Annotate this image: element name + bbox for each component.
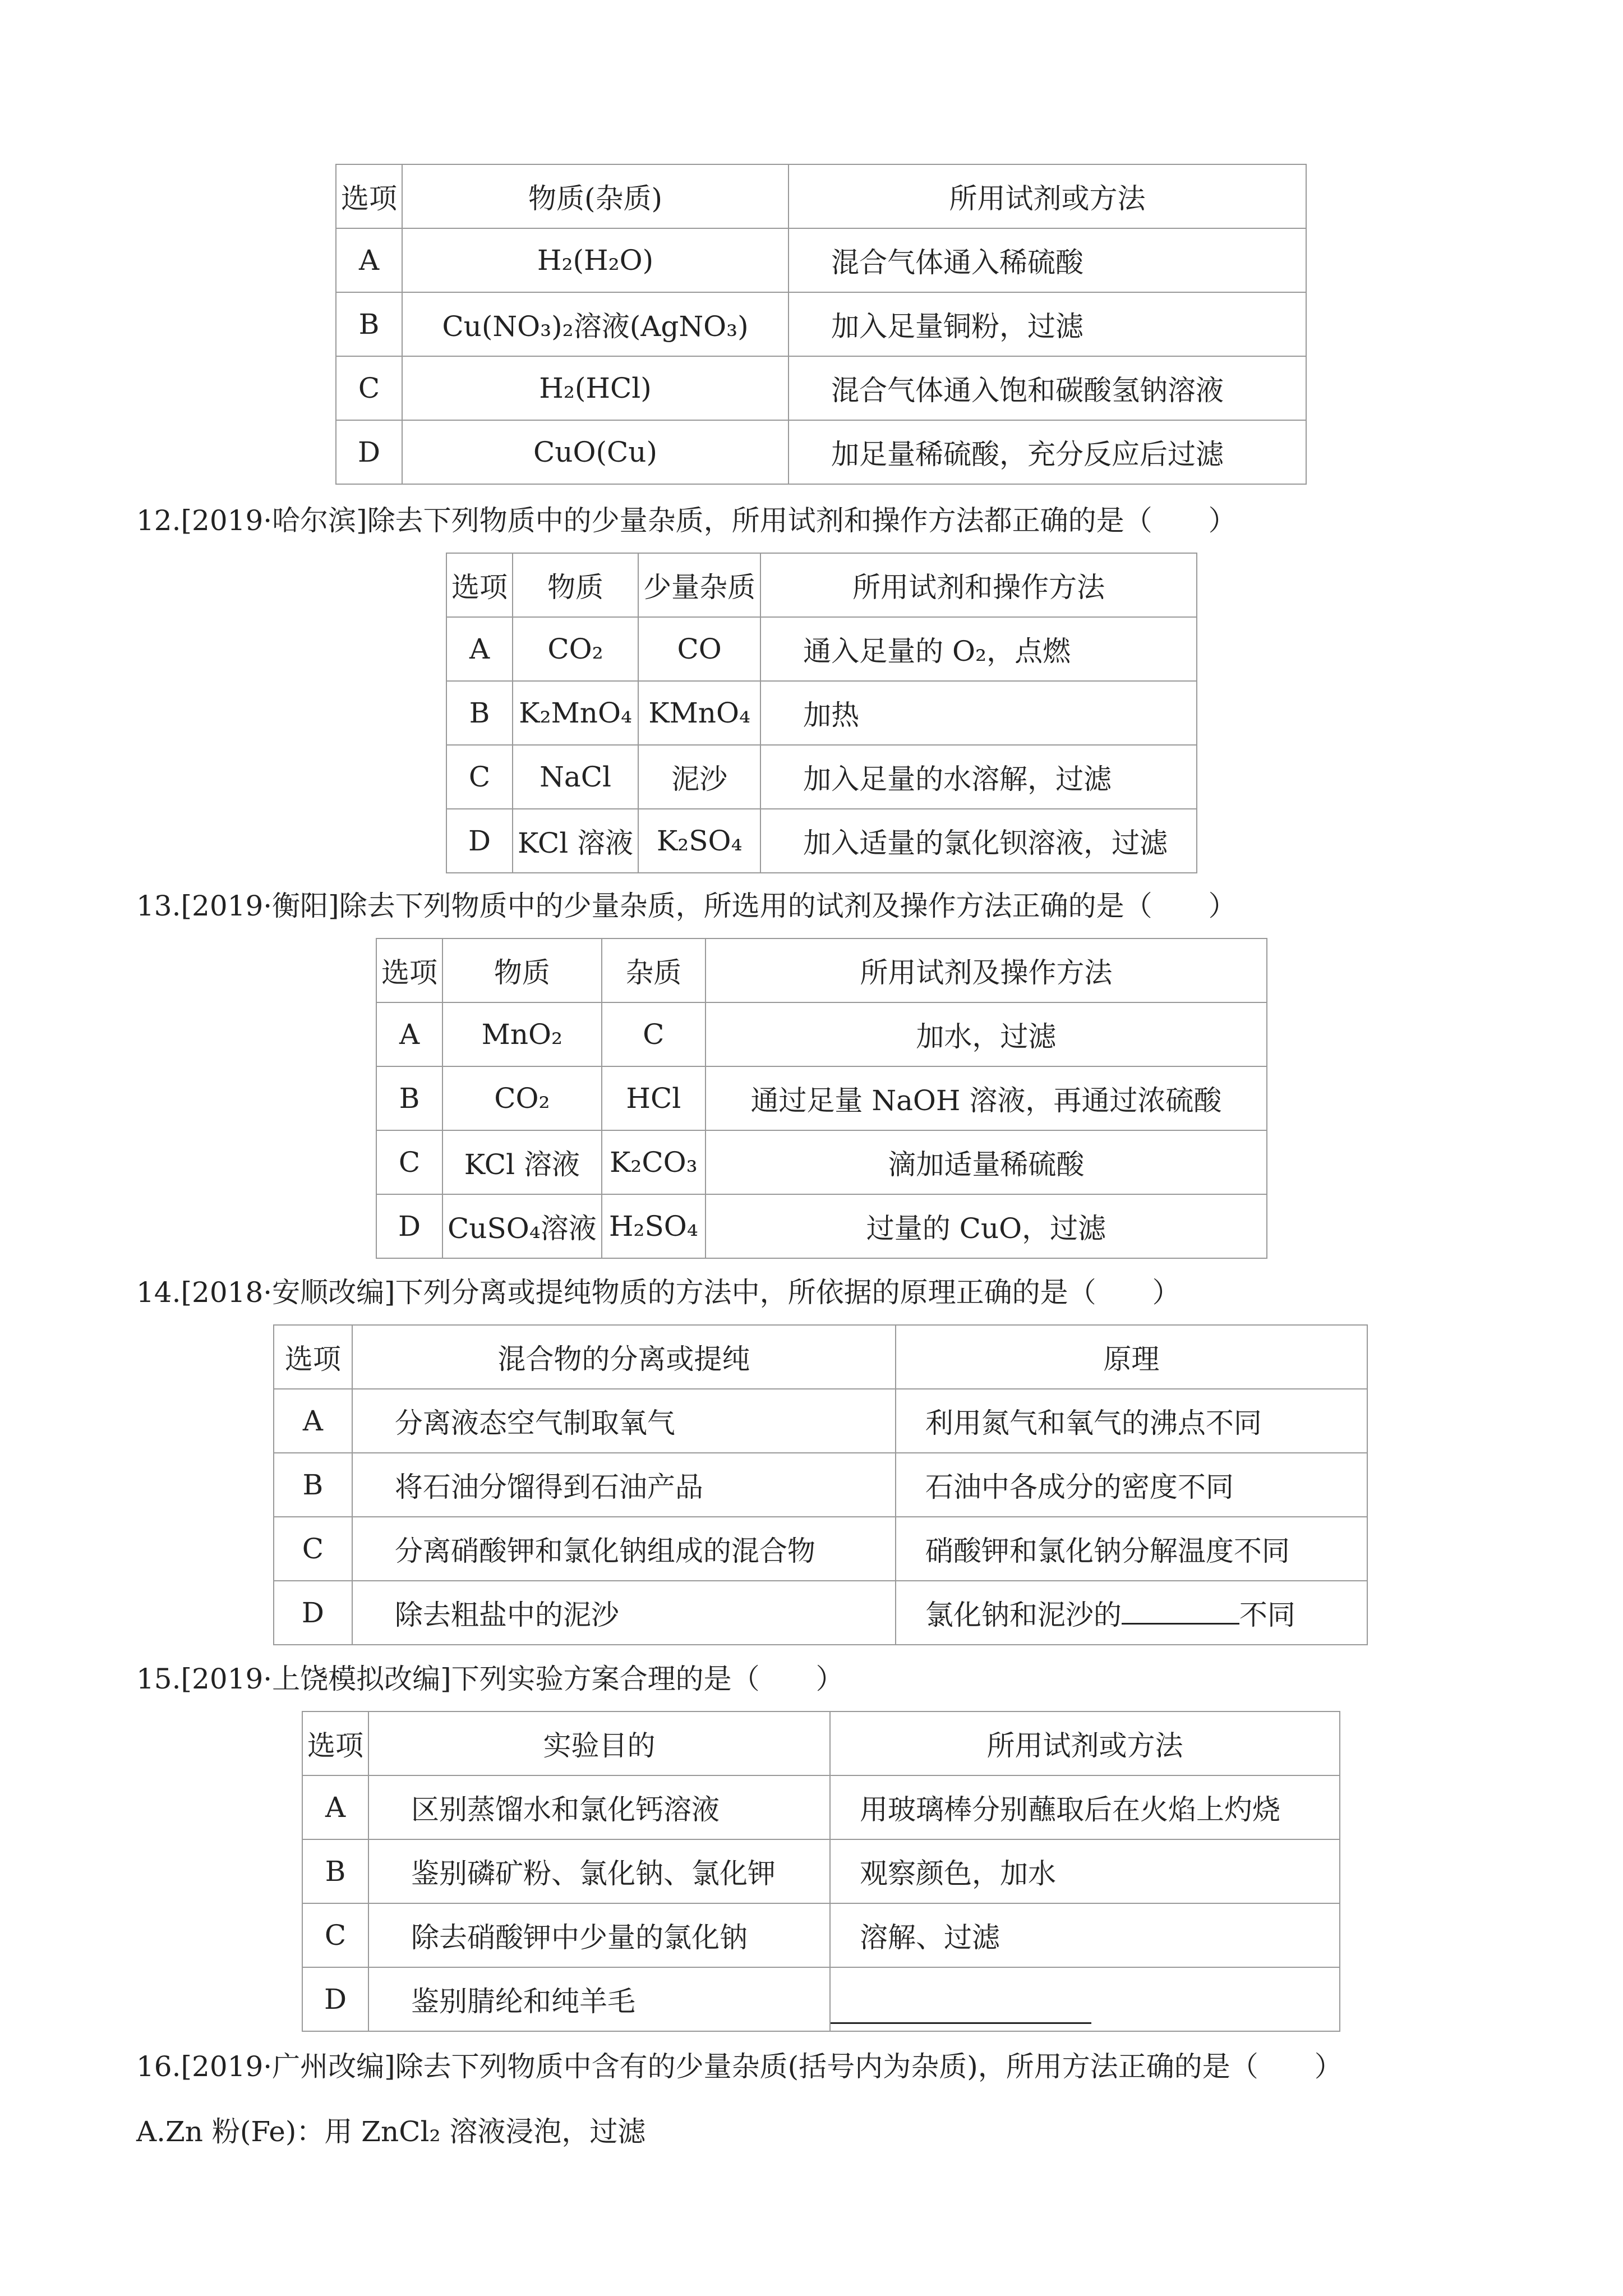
option-cell: B xyxy=(336,292,402,356)
option-cell: A xyxy=(376,1002,442,1066)
goal-cell: 鉴别腈纶和纯羊毛 xyxy=(368,1967,830,2031)
substance-cell: CuSO₄溶液 xyxy=(442,1194,602,1258)
method-cell: 通入足量的 O₂，点燃 xyxy=(760,617,1197,681)
method-cell: 加入适量的氯化钡溶液，过滤 xyxy=(760,809,1197,873)
q12-table xyxy=(446,553,1197,873)
option-cell: C xyxy=(376,1130,442,1194)
option-cell: B xyxy=(376,1066,442,1130)
table-row xyxy=(274,1517,1367,1581)
header-cell: 杂质 xyxy=(602,938,706,1002)
header-cell: 物质 xyxy=(513,553,638,617)
substance-cell: H₂(H₂O) xyxy=(402,228,789,292)
header-cell: 物质 xyxy=(442,938,602,1002)
q14-table xyxy=(273,1324,1368,1645)
header-cell: 混合物的分离或提纯 xyxy=(352,1325,896,1389)
table-row xyxy=(336,228,1306,292)
question-13 xyxy=(136,889,1237,923)
option-cell: C xyxy=(302,1903,368,1967)
header-cell: 选项 xyxy=(302,1711,368,1775)
answer-blank[interactable] xyxy=(1122,1600,1239,1625)
method-cell: 溶解、过滤 xyxy=(830,1903,1340,1967)
method-cell: 过量的 CuO，过滤 xyxy=(706,1194,1267,1258)
option-cell: A xyxy=(274,1389,352,1453)
mixture-cell: 分离硝酸钾和氯化钠组成的混合物 xyxy=(352,1517,896,1581)
substance-cell: CuO(Cu) xyxy=(402,420,789,484)
header-cell: 选项 xyxy=(336,164,402,228)
impurity-cell: HCl xyxy=(602,1066,706,1130)
question-number: 12. xyxy=(136,504,181,537)
table-row xyxy=(446,617,1197,681)
header-cell: 实验目的 xyxy=(368,1711,830,1775)
table-row xyxy=(274,1453,1367,1517)
option-cell: B xyxy=(274,1453,352,1517)
question-number: 14. xyxy=(136,1276,181,1309)
impurity-cell: 泥沙 xyxy=(638,745,760,809)
header-cell: 少量杂质 xyxy=(638,553,760,617)
option-cell: D xyxy=(376,1194,442,1258)
q11-table xyxy=(335,164,1307,485)
method-cell xyxy=(830,1967,1340,2031)
question-text: 下列分离或提纯物质的方法中，所依据的原理正确的是（ ） xyxy=(395,1276,1181,1309)
option-text: A.Zn 粉(Fe)：用 ZnCl₂ 溶液浸泡，过滤 xyxy=(136,2115,646,2148)
option-cell: B xyxy=(302,1839,368,1903)
question-source: [2019·衡阳] xyxy=(181,890,339,922)
principle-text: 氯化钠和泥沙的 xyxy=(925,1599,1122,1631)
question-text: 下列实验方案合理的是（ ） xyxy=(451,1663,844,1695)
question-number: 13. xyxy=(136,890,181,922)
table-row xyxy=(302,1903,1340,1967)
question-source: [2019·上饶模拟改编] xyxy=(181,1663,451,1695)
method-cell: 通过足量 NaOH 溶液，再通过浓硫酸 xyxy=(706,1066,1267,1130)
option-cell: D xyxy=(446,809,513,873)
table-row xyxy=(336,356,1306,420)
method-cell: 加热 xyxy=(760,681,1197,745)
goal-cell: 区别蒸馏水和氯化钙溶液 xyxy=(368,1775,830,1839)
table-row xyxy=(302,1839,1340,1903)
question-source: [2018·安顺改编] xyxy=(181,1276,395,1309)
substance-cell: MnO₂ xyxy=(442,1002,602,1066)
table-row xyxy=(376,1002,1267,1066)
substance-cell: H₂(HCl) xyxy=(402,356,789,420)
substance-cell: K₂MnO₄ xyxy=(513,681,638,745)
impurity-cell: KMnO₄ xyxy=(638,681,760,745)
table-header-row xyxy=(302,1711,1340,1775)
substance-cell: Cu(NO₃)₂溶液(AgNO₃) xyxy=(402,292,789,356)
option-cell: C xyxy=(336,356,402,420)
substance-cell: KCl 溶液 xyxy=(442,1130,602,1194)
question-15 xyxy=(136,1662,844,1696)
question-text: 除去下列物质中的少量杂质，所用试剂和操作方法都正确的是（ ） xyxy=(367,504,1237,537)
method-cell: 加入足量的水溶解，过滤 xyxy=(760,745,1197,809)
table-header-row xyxy=(376,938,1267,1002)
table-header-row xyxy=(446,553,1197,617)
header-cell: 物质(杂质) xyxy=(402,164,789,228)
table-row xyxy=(446,745,1197,809)
principle-cell: 石油中各成分的密度不同 xyxy=(896,1453,1367,1517)
impurity-cell: C xyxy=(602,1002,706,1066)
substance-cell: NaCl xyxy=(513,745,638,809)
impurity-cell: K₂CO₃ xyxy=(602,1130,706,1194)
impurity-cell: K₂SO₄ xyxy=(638,809,760,873)
method-cell: 滴加适量稀硫酸 xyxy=(706,1130,1267,1194)
header-cell: 选项 xyxy=(376,938,442,1002)
table-row xyxy=(376,1130,1267,1194)
option-cell: D xyxy=(274,1581,352,1645)
principle-cell xyxy=(896,1581,1367,1645)
header-cell: 选项 xyxy=(446,553,513,617)
header-cell: 所用试剂及操作方法 xyxy=(706,938,1267,1002)
table-row xyxy=(376,1194,1267,1258)
question-source: [2019·广州改编] xyxy=(181,2050,395,2083)
impurity-cell: CO xyxy=(638,617,760,681)
question-text: 除去下列物质中的少量杂质，所选用的试剂及操作方法正确的是（ ） xyxy=(339,890,1237,922)
header-cell: 原理 xyxy=(896,1325,1367,1389)
table-row xyxy=(302,1967,1340,2031)
goal-cell: 鉴别磷矿粉、氯化钠、氯化钾 xyxy=(368,1839,830,1903)
header-cell: 所用试剂或方法 xyxy=(830,1711,1340,1775)
question-source: [2019·哈尔滨] xyxy=(181,504,367,537)
mixture-cell: 除去粗盐中的泥沙 xyxy=(352,1581,896,1645)
substance-cell: CO₂ xyxy=(513,617,638,681)
substance-cell: CO₂ xyxy=(442,1066,602,1130)
method-cell: 加入足量铜粉，过滤 xyxy=(789,292,1306,356)
question-number: 16. xyxy=(136,2050,181,2083)
principle-cell: 硝酸钾和氯化钠分解温度不同 xyxy=(896,1517,1367,1581)
substance-cell: KCl 溶液 xyxy=(513,809,638,873)
table-row xyxy=(302,1775,1340,1839)
table-header-row xyxy=(336,164,1306,228)
question-16-option-a xyxy=(136,2115,645,2148)
question-text: 除去下列物质中含有的少量杂质(括号内为杂质)，所用方法正确的是（ ） xyxy=(395,2050,1343,2083)
option-cell: A xyxy=(446,617,513,681)
question-12 xyxy=(136,504,1237,537)
option-cell: C xyxy=(274,1517,352,1581)
q13-table xyxy=(376,938,1267,1259)
table-row xyxy=(446,809,1197,873)
q15-table xyxy=(302,1711,1340,2032)
method-cell: 加足量稀硫酸，充分反应后过滤 xyxy=(789,420,1306,484)
method-cell: 混合气体通入稀硫酸 xyxy=(789,228,1306,292)
mixture-cell: 将石油分馏得到石油产品 xyxy=(352,1453,896,1517)
question-16 xyxy=(136,2050,1343,2083)
method-cell: 用玻璃棒分别蘸取后在火焰上灼烧 xyxy=(830,1775,1340,1839)
principle-cell: 利用氮气和氧气的沸点不同 xyxy=(896,1389,1367,1453)
option-cell: B xyxy=(446,681,513,745)
header-cell: 所用试剂和操作方法 xyxy=(760,553,1197,617)
option-cell: D xyxy=(336,420,402,484)
table-row xyxy=(376,1066,1267,1130)
table-row xyxy=(336,420,1306,484)
principle-text: 不同 xyxy=(1239,1599,1295,1631)
header-cell: 选项 xyxy=(274,1325,352,1389)
method-cell: 加水，过滤 xyxy=(706,1002,1267,1066)
goal-cell: 除去硝酸钾中少量的氯化钠 xyxy=(368,1903,830,1967)
option-cell: A xyxy=(302,1775,368,1839)
option-cell: C xyxy=(446,745,513,809)
table-row xyxy=(274,1581,1367,1645)
table-row xyxy=(274,1389,1367,1453)
option-cell: D xyxy=(302,1967,368,2031)
answer-blank[interactable] xyxy=(831,2000,1091,2024)
method-cell: 观察颜色，加水 xyxy=(830,1839,1340,1903)
table-row xyxy=(446,681,1197,745)
mixture-cell: 分离液态空气制取氧气 xyxy=(352,1389,896,1453)
option-cell: A xyxy=(336,228,402,292)
table-row xyxy=(336,292,1306,356)
header-cell: 所用试剂或方法 xyxy=(789,164,1306,228)
method-cell: 混合气体通入饱和碳酸氢钠溶液 xyxy=(789,356,1306,420)
impurity-cell: H₂SO₄ xyxy=(602,1194,706,1258)
question-14 xyxy=(136,1276,1181,1309)
table-header-row xyxy=(274,1325,1367,1389)
question-number: 15. xyxy=(136,1663,181,1695)
